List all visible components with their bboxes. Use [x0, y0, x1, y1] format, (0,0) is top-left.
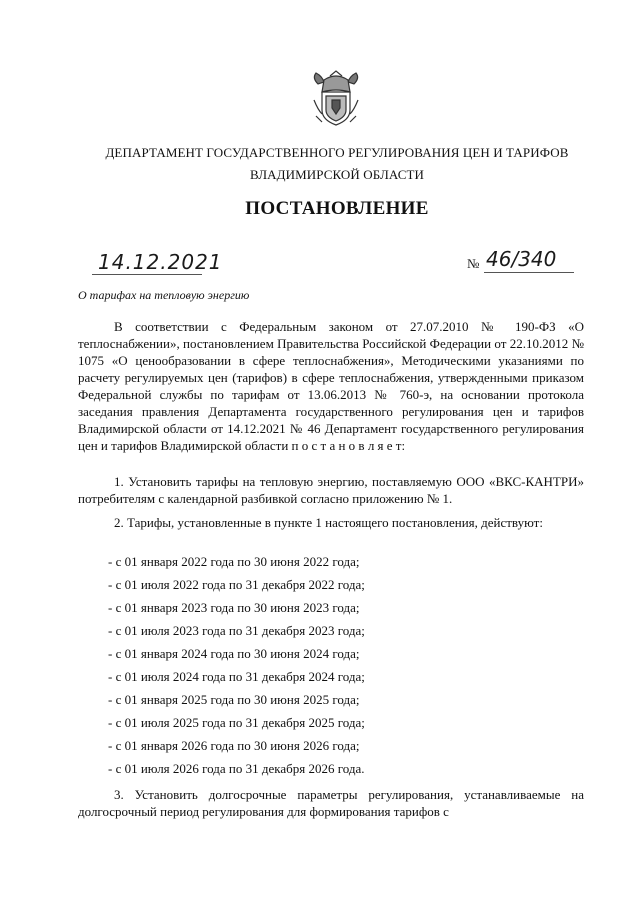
period-item: - с 01 января 2022 года по 30 июня 2022 года; [108, 554, 360, 569]
period-item: - с 01 июля 2023 года по 31 декабря 2023 года; [108, 623, 365, 638]
period-item: - с 01 января 2025 года по 30 июня 2025 года; [108, 692, 360, 707]
point-3-paragraph: 3. Установить долгосрочные параметры регулирования, устанавливаемые на долгосрочный период регулирования для формирования тарифов с [78, 787, 584, 819]
date-underline [92, 274, 202, 275]
period-item: - с 01 июля 2022 года по 31 декабря 2022 года; [108, 577, 365, 592]
period-item: - с 01 января 2024 года по 30 июня 2024 года; [108, 646, 360, 661]
period-item: - с 01 июля 2026 года по 31 декабря 2026 года. [108, 761, 365, 776]
period-item: - с 01 июля 2025 года по 31 декабря 2025 года; [108, 715, 365, 730]
department-name-line1: ДЕПАРТАМЕНТ ГОСУДАРСТВЕННОГО РЕГУЛИРОВАНИЯ ЦЕН И ТАРИФОВ [105, 145, 569, 160]
handwritten-date: 14.12.2021 [98, 250, 223, 274]
point-1-paragraph: 1. Установить тарифы на тепловую энергию, поставляемую ООО «ВКС-КАНТРИ» потребителям с календарной разбивкой согласно приложению № 1. [78, 474, 584, 506]
preamble-paragraph: В соответствии с Федеральным законом от 27.07.2010 № 190-ФЗ «О теплоснабжении», постановлением Правительства Российской Федерации от 22.10.2012 № 1075 «О ценообразовании в сфере теплоснабжения», Методическими указаниями по расчету регулируемых цен (тарифов) в сфере теплоснабжения, утвержденными приказом Федеральной службы по тарифам от 13.06.2013 № 760-э, на основании протокола заседания правления Департамента государственного регулирования цен и тарифов Владимирской области от 14.12.2021 № 46 Департамент государственного регулирования цен и тарифов Владимирской области п о с т а н о в л я е т: [78, 319, 584, 453]
period-item: - с 01 июля 2024 года по 31 декабря 2024 года; [108, 669, 365, 684]
point-2-paragraph: 2. Тарифы, установленные в пункте 1 настоящего постановления, действуют: [114, 515, 543, 530]
document-subject: О тарифах на тепловую энергию [78, 288, 250, 302]
period-item: - с 01 января 2023 года по 30 июня 2023 года; [108, 600, 360, 615]
coat-of-arms-icon [310, 70, 362, 128]
period-item: - с 01 января 2026 года по 30 июня 2026 года; [108, 738, 360, 753]
department-name-line2: ВЛАДИМИРСКОЙ ОБЛАСТИ [249, 167, 425, 182]
handwritten-number: 46/340 [486, 247, 557, 271]
number-label: № [467, 256, 480, 271]
number-underline [484, 272, 574, 273]
document-title: ПОСТАНОВЛЕНИЕ [245, 198, 429, 219]
